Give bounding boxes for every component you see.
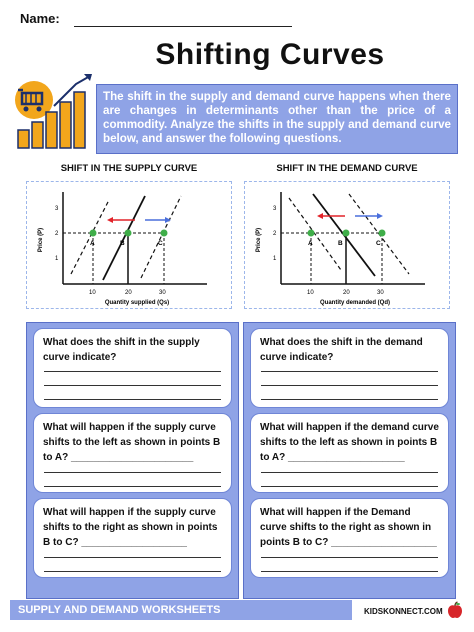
answer-line[interactable]	[261, 371, 438, 372]
demand-chart-title: SHIFT IN THE DEMAND CURVE	[276, 163, 418, 174]
demand-chart	[244, 181, 450, 309]
supply-chart-card	[26, 163, 232, 313]
point-c	[379, 230, 386, 237]
y-tick-3: 3	[273, 206, 277, 212]
y-tick-1: 1	[273, 256, 277, 262]
answer-line[interactable]	[261, 472, 438, 473]
y-tick-2: 2	[273, 231, 277, 237]
supply-curve-original	[103, 196, 145, 280]
demand-question-2	[250, 413, 449, 493]
point-c	[161, 230, 168, 237]
page-title: Shifting Curves	[155, 38, 385, 71]
point-a	[308, 230, 315, 237]
apple-icon	[446, 601, 464, 619]
answer-line[interactable]	[261, 385, 438, 386]
question-text: What does the shift in the supply curve indicate?	[43, 337, 200, 363]
point-c-label: C	[158, 240, 163, 247]
point-a-label: A	[308, 240, 313, 247]
question-text: What does the shift in the demand curve indicate?	[260, 337, 423, 363]
demand-questions-panel	[243, 322, 456, 599]
answer-line[interactable]	[44, 486, 221, 487]
left-shift-arrow	[107, 217, 113, 223]
demand-question-3	[250, 498, 449, 578]
demand-question-1	[250, 328, 449, 408]
question-text: What will happen if the supply curve shifts to the left as shown in points B to A? ______________________	[43, 422, 221, 463]
answer-line[interactable]	[44, 385, 221, 386]
answer-line[interactable]	[44, 571, 221, 572]
x-tick-20: 20	[343, 290, 350, 296]
footer	[10, 600, 464, 620]
answer-line[interactable]	[261, 399, 438, 400]
supply-curve-right	[141, 196, 181, 278]
footer-site: KIDSKONNECT.COM	[364, 607, 443, 616]
supply-question-1	[33, 328, 232, 408]
supply-chart	[26, 181, 232, 309]
x-axis-label: Quantity demanded (Qd)	[319, 300, 391, 306]
y-tick-2: 2	[55, 231, 59, 237]
intro-text: The shift in the supply and demand curve happens when there are changes in determinants other than the price of a commodity. Analyze the shifts in the supply and demand curve below, and answer the following questions.	[96, 84, 458, 154]
left-shift-arrow	[317, 213, 323, 219]
answer-line[interactable]	[261, 486, 438, 487]
name-write-line[interactable]	[74, 26, 292, 27]
point-a	[90, 230, 97, 237]
y-tick-1: 1	[55, 256, 59, 262]
supply-question-2	[33, 413, 232, 493]
point-b	[125, 230, 132, 237]
market-growth-logo	[12, 70, 94, 150]
supply-questions-panel	[26, 322, 239, 599]
question-text: What will happen if the supply curve shifts to the right as shown in points B to C? ___________________	[43, 507, 218, 548]
x-tick-10: 10	[307, 290, 314, 296]
point-b	[343, 230, 350, 237]
name-label: Name:	[20, 11, 60, 26]
point-c-label: C	[376, 240, 381, 247]
demand-curve-left	[289, 198, 341, 270]
x-tick-10: 10	[89, 290, 96, 296]
answer-line[interactable]	[261, 557, 438, 558]
y-axis-label: Price (P)	[256, 227, 262, 253]
answer-line[interactable]	[44, 371, 221, 372]
right-shift-arrow	[377, 213, 383, 219]
x-axis-label: Quantity supplied (Qs)	[104, 300, 170, 306]
supply-curve-left	[71, 200, 109, 274]
point-a-label: A	[90, 240, 95, 247]
footer-title: SUPPLY AND DEMAND WORKSHEETS	[18, 604, 221, 616]
answer-line[interactable]	[44, 399, 221, 400]
question-text: What will happen if the demand curve shifts to the left as shown in points B to A? _____________________	[260, 422, 439, 463]
answer-line[interactable]	[44, 557, 221, 558]
x-tick-20: 20	[125, 290, 132, 296]
answer-line[interactable]	[261, 571, 438, 572]
x-tick-30: 30	[377, 290, 384, 296]
footer-bar	[10, 600, 352, 620]
x-tick-30: 30	[159, 290, 166, 296]
y-axis-label: Price (P)	[38, 227, 44, 253]
supply-question-3	[33, 498, 232, 578]
answer-line[interactable]	[44, 472, 221, 473]
supply-chart-title: SHIFT IN THE SUPPLY CURVE	[60, 163, 198, 174]
name-field	[14, 9, 314, 29]
point-b-label: B	[338, 240, 343, 247]
y-tick-3: 3	[55, 206, 59, 212]
point-b-label: B	[120, 240, 125, 247]
demand-chart-card	[244, 163, 450, 313]
question-text: What will happen if the Demand curve shifts to the right as shown in points B to C? ___________________	[260, 507, 437, 548]
